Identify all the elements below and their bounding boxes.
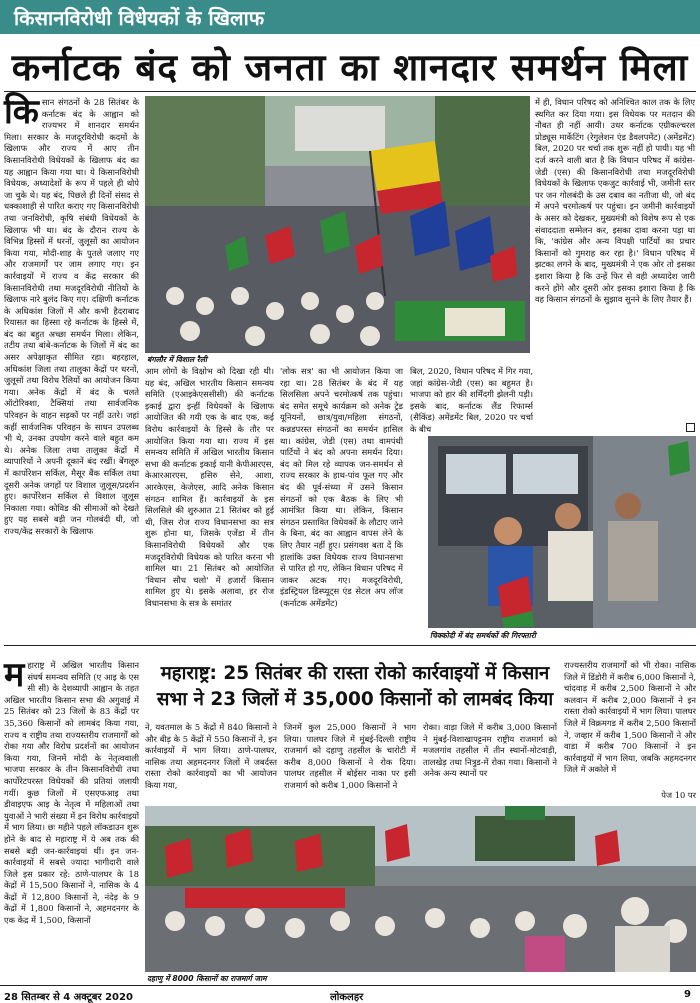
rule-top (4, 91, 696, 92)
story2-column-3 (284, 722, 416, 792)
story2-col1-text: हाराष्ट्र में अखिल भारतीय किसान संघर्ष समन्वय समिति (ए आइ के एस सी सी) के देशव्यापी आह्वान के तहत अखिल भारतीय किसान सभा की अगुवाई में 25 सितंबर को 23 जिलों के 83 केंद्रों पर 35,360 किसानों को लामबंद किया गया, राज्य व राष्ट्रीय तथा राज्यस्तरीय राजमार्गों को रोका गया और विरोध प्रदर्शनों का आयोजन किया गया, जिनमें मोदी के नेतृत्ववाली भाजपा सरकार के तीन किसानविरोधी तथा कार्पोरेटपरस्त विधेयकों की प्रतियां जलायी गयीं। कुछ जिलों में एसएफआइ तथा डीवाइएफ आइ के नेतृत्व में महिलाओं तथा युवाओं ने भारी संख्या में इन विरोध कार्रवाइयों में भाग लिया। छः महीने पहले लॉकडाउन शुरू होने के बाद से महाराष्ट्र में ये अब तक की सबसे बड़ी जन-कार्रवाइयां थीं। इन जन-कार्रवाइयों में सबसे ज्यादा भागीदारी वाले जिले इस प्रकार रहे: ठाणे-पालघर के 18 केंद्रों में 15,500 किसानों ने, नासिक के 4 केंद्रों में 12,800 किसानों ने, नंदेड़ के 9 केंद्रों में 1,800 किसानों ने, अहमदनगर के एक केंद्र में 1,500, किसानों (4, 660, 139, 926)
story1-col3-text: 'लोक सत्र' का भी आयोजन किया जा रहा था। 28 सितंबर के बंद में यह सिलसिला अपने चरमोत्कर्ष तक पहुंचा। बंद समेत समूचे कार्यक्रम को अनेक ट्रेड यूनियनों, छात्र/युवा/महिला संगठनों, कन्नडपरस्त संगठनों का समर्थन हासिल था। कांग्रेस, जेडी (एस) तथा वामपंथी पार्टियों ने बंद को अपना समर्थन दिया। बंद को मिल रहे व्यापक जन-समर्थन से राज्य सरकार के हाथ-पांव फूल गए और बंद की पूर्व-संध्या में उसने किसान संगठनों को एक बैठक के लिए भी आमंत्रित किया था। लेकिन, किसान संगठन प्रस्तावित विधेयकों के लौटाए जाने के बिना, बंद का आह्वान वापस लेने के लिए तैयार नहीं हुए। प्रसंगवश बता दें कि हालांकि उक्त विधेयक राज्य विधानसभा से पारित हो गए, लेकिन विधान परिषद में जाकर अटक गए। मजदूरविरोधी, इंडस्ट्रियल डिस्प्यूट्स एंड सेटल अप लॉज (कर्नाटक अमेंडमेंट) (280, 366, 403, 608)
story1-column-2 (145, 366, 274, 644)
story2-dropcap: म (4, 655, 25, 695)
footer-date: 28 सितम्बर से 4 अक्टूबर 2020 (4, 992, 133, 1003)
story2-column-4 (423, 722, 557, 792)
story1-col1-text: सान संगठनों के 28 सितंबर के कर्नाटक बंद के आह्वान को राज्यभर में शानदार समर्थन मिला। सरकार के मजदूरविरोधी कदमों के खिलाफ और राज्य में आए तीन किसानविरोधी विधेयकों के खिलाफ बंद का यह आह्वान किया गया था। ये किसानविरोधी विधेयक, अध्यादेशों के रूप में पहले ही थोपे जा चुके थे। यह बंद, पिछले ही दिनों संसद से धक्काशाही से पारित कराए गए किसानविरोधी तथा जनविरोधी, कृषि संबंधी विधेयकों के खिलाफ भी था। बंद के दौरान राज्य के विभिन्न हिस्सों में धरनों, जुलूसों का आयोजन किया गया, मोदी-शाह के पुतले जलाए गए और राजमार्गों पर जाम लगाए गए। इन कार्रवाइयों में राज्य व केंद्र सरकार की किसानविरोधी तथा मजदूरविरोधी नीतियों के खिलाफ नारे बुलंद किए गए। दक्षिणी कर्नाटक के अधिकांश जिलों में और कभी हैदराबाद रियासत का हिस्सा रहे कर्नाटक के हिस्से में, बंद का बहुत अच्छा समर्थन मिला। लेकिन, तटीय तथा बांबे-कर्नाटक के जिलों में बंद का असर अपेक्षाकृत सीमित रहा। बहरहाल, अधिकांश जिला तथा तालुका केंद्रों पर धरनों, जुलूसों तथा विरोध रैलियों का आयोजन किया गया। अनेक केंद्रों में बंद के चलते ऑटोरिक्शा, टैक्सियां तथा सार्वजनिक परिवहन के वाहन सड़कों पर नहीं उतरे। जहां कहीं सार्वजनिक परिवहन के साधन उपलब्ध भी थे, उनका उपयोग करने वाले बहुत कम थे। अनेक जिला तथा तालुका केंद्रों में व्यापारियों ने अपनी दूकानें बंद रखीं। बेंगलूरु में कार्पोरेशन सर्किल, मैसूर बैंक सर्किल तथा दूसरी अनेक जगहों पर विशाल जुलूस/प्रदर्शन हुए। कार्पोरेशन सर्किल से विशाल जुलूस निकाला गया। कोविड की सीमाओं को देखते हुए यह सबसे बड़ी जन गोलबंदी थी, जो राज्य/केंद्र सरकारों के खिलाफ (4, 97, 139, 536)
story1-col5-text: में ही, विधान परिषद को अनिश्चित काल तक के लिए स्थगित कर दिया गया। इस विधेयक पर मतदान की नौबत ही नहीं आयी। उधर कर्नाटक एग्रीकल्चरल प्रोड्यूस मार्केटिंग (रेगुलेशन एंड डैवलपमेंट) (अमेंडमेंट) बिल, 2020 पर चर्चा तक शुरू नहीं हो पायी। यह भी दर्ज करने वाली बात है कि विधान परिषद में कांग्रेस-जेडी (एस) की किसानविरोधी तथा मजदूरविरोधी विधेयकों के खिलाफ एकजुट कार्रवाई भी, जमीनी स्तर पर जन गोलबंदी के उस दबाव का नतीजा थी, जो बंद में अपने चरमोत्कर्ष पर पहुंचा। इन जमीनी कार्रवाइयों के असर को देखकर, मुख्यमंत्री को विशेष रूप से एक संवाददाता सम्मेलन कर, इसका दावा करना पड़ा था कि, 'कांग्रेस और अन्य विपक्षी पार्टियों का प्रचार किसानों को गुमराह कर रहा है।' विधान परिषद में झटका लगने के बाद, मुख्यमंत्री ने एक ओर तो इसका इशारा किया है कि उन्हें फिर से वही अध्यादेश जारी करने होंगे और दूसरी ओर इसका इशारा किया है कि वह किसान संगठनों के सुझाव सुनने के लिए तैयार हैं। (535, 97, 695, 305)
caption-bangalore-rally: बंगलौर में विशाल रैली (147, 355, 207, 364)
page-footer (0, 985, 700, 1003)
photo-chikkodi-arrest (428, 436, 696, 628)
story1-column-5 (535, 97, 695, 427)
photo-bangalore-rally (145, 96, 530, 353)
story2-continued (564, 790, 696, 804)
section-banner (0, 0, 700, 34)
story1-col4-text: बिल, 2020, विधान परिषद में गिर गया, जहां कांग्रेस-जेडी (एस) का बहुमत है। भाजपा को हार की शर्मिंदगी झेलनी पड़ी। इसके बाद, कर्नाटक लैंड रिफार्म्स (सैकिंड) अमेंडमेंट बिल, 2020 पर चर्चा के बीच (410, 366, 533, 434)
headline-maharashtra: महाराष्ट्र: 25 सितंबर की रास्ता रोको कार्रवाइयों में किसान सभा ने 23 जिलों में 35,000 किसानों को लामबंद किया (156, 663, 554, 710)
photo-dahanu-blockade (145, 806, 696, 972)
story2-col5-text: राज्यस्तरीय राजमार्गों को भी रोका। नासिक जिले में डिंडोरी में करीब 6,000 किसानों ने, चांदवाड़ में करीब 2,500 किसानों ने और कलवान में करीब 2,000 किसानों ने इन रास्ता रोको कार्रवाइयों में भाग लिया। पालघर जिले में विक्रमगड में करीब 2,500 किसानों ने, जव्हार में करीब 1,500 किसानों ने और वाडा में करीब 700 किसानों ने इन कार्रवाइयों में भाग लिया, जबकि अहमदनगर जिले में अकोले में (564, 660, 696, 775)
footer-publication: लोकलहर (330, 992, 364, 1003)
caption-chikkodi-arrest: चिक्कोदी में बंद समर्थकों की गिरफ्तारी (430, 631, 536, 640)
caption-dahanu-blockade: दहाणु में 8000 किसानों का राजमार्ग जाम (147, 974, 267, 983)
story1-column-1 (4, 92, 139, 644)
story2-column-2 (145, 722, 277, 792)
rule-middle (4, 645, 696, 646)
story2-column-1 (4, 655, 139, 980)
story2-col4-text: रोका। वाड़ा जिले में करीब 3,000 किसानों ने मुंबई-विशाखापट्टनम राष्ट्रीय राजमार्ग को मजलगांव तहसील में तीन स्थानों-मोटवाड़ी, तालखेड़ तथा नित्रुड-में रोका गया। किसानों ने अनेक अन्य स्थानों पर (423, 722, 557, 779)
story2-column-5 (564, 660, 696, 790)
headline-karnataka: कर्नाटक बंद को जनता का शानदार समर्थन मिला (11, 46, 689, 89)
blockade-illustration (145, 806, 696, 972)
section-tag: किसानविरोधी विधेयकों के खिलाफ (14, 6, 265, 30)
story2-col2-text: ने, यवतमाल के 5 केंद्रों में 840 किसानों ने और बीड़ के 5 केंद्रों में 550 किसानों ने, इन कार्रवाइयों में भाग लिया। ठाणे-पालघर, नासिक तथा अहमदनगर जिलों में जबर्दस्त रास्ता रोको कार्रवाइयों का भी आयोजन किया गया, (145, 722, 277, 790)
story1-col2-text: आम लोगों के विक्षोभ को दिखा रही थी। यह बंद, अखिल भारतीय किसान समन्वय समिति (एआइकेएससीसी) की कर्नाटक इकाई द्वारा इन्हीं विधेयकों के खिलाफ आयोजित की गयी एक के बाद एक, कई विरोध कार्रवाइयों के हिस्से के तौर पर आयोजित किया गया था। राज्य में इस समन्वय समिति में अखिल भारतीय किसान सभा की कर्नाटक इकाई यानी केपीआरएस, केआरआरएस, हसिरु सेने, आशा, आरकेएस, केजेएस, आदि अनेक किसान संगठन शामिल हैं। कार्रवाइयों के इस सिलसिले की शुरुआत 21 सितंबर को हुई थी, जिस रोज राज्य विधानसभा का सत्र शुरू होना था, जिसके एजेंडा में तीन किसानविरोधी विधेयकों और एक मजदूरविरोधी विधेयक को पारित करना भी शामिल था। 21 सितंबर को आयोजित 'विधान सौध चलो' में हजारों किसान शामिल हुए थे। इसके अलावा, हर रोज विधानसभा के सत्र के समांतर (145, 366, 274, 608)
end-mark-icon (686, 423, 695, 432)
continued-label: पेज 10 पर (661, 790, 696, 800)
story2-col3-text: जिनमें कुल 25,000 किसानों ने भाग लिया। पालघर जिले में मुंबई-दिल्ली राष्ट्रीय राजमार्ग को दहाणु तहसील के चारोटी में करीब 8,000 किसानों ने रोक दिया। पालघर तहसील में बोईसर नाका पर इसी राजमार्ग को करीब 1,000 किसानों ने (284, 722, 416, 790)
story1-dropcap: कि (4, 92, 39, 132)
story1-column-3 (280, 366, 403, 644)
story1-column-4 (410, 366, 533, 434)
rally-illustration (145, 96, 530, 353)
arrest-illustration (428, 436, 696, 628)
footer-page-number: 9 (684, 989, 691, 1000)
